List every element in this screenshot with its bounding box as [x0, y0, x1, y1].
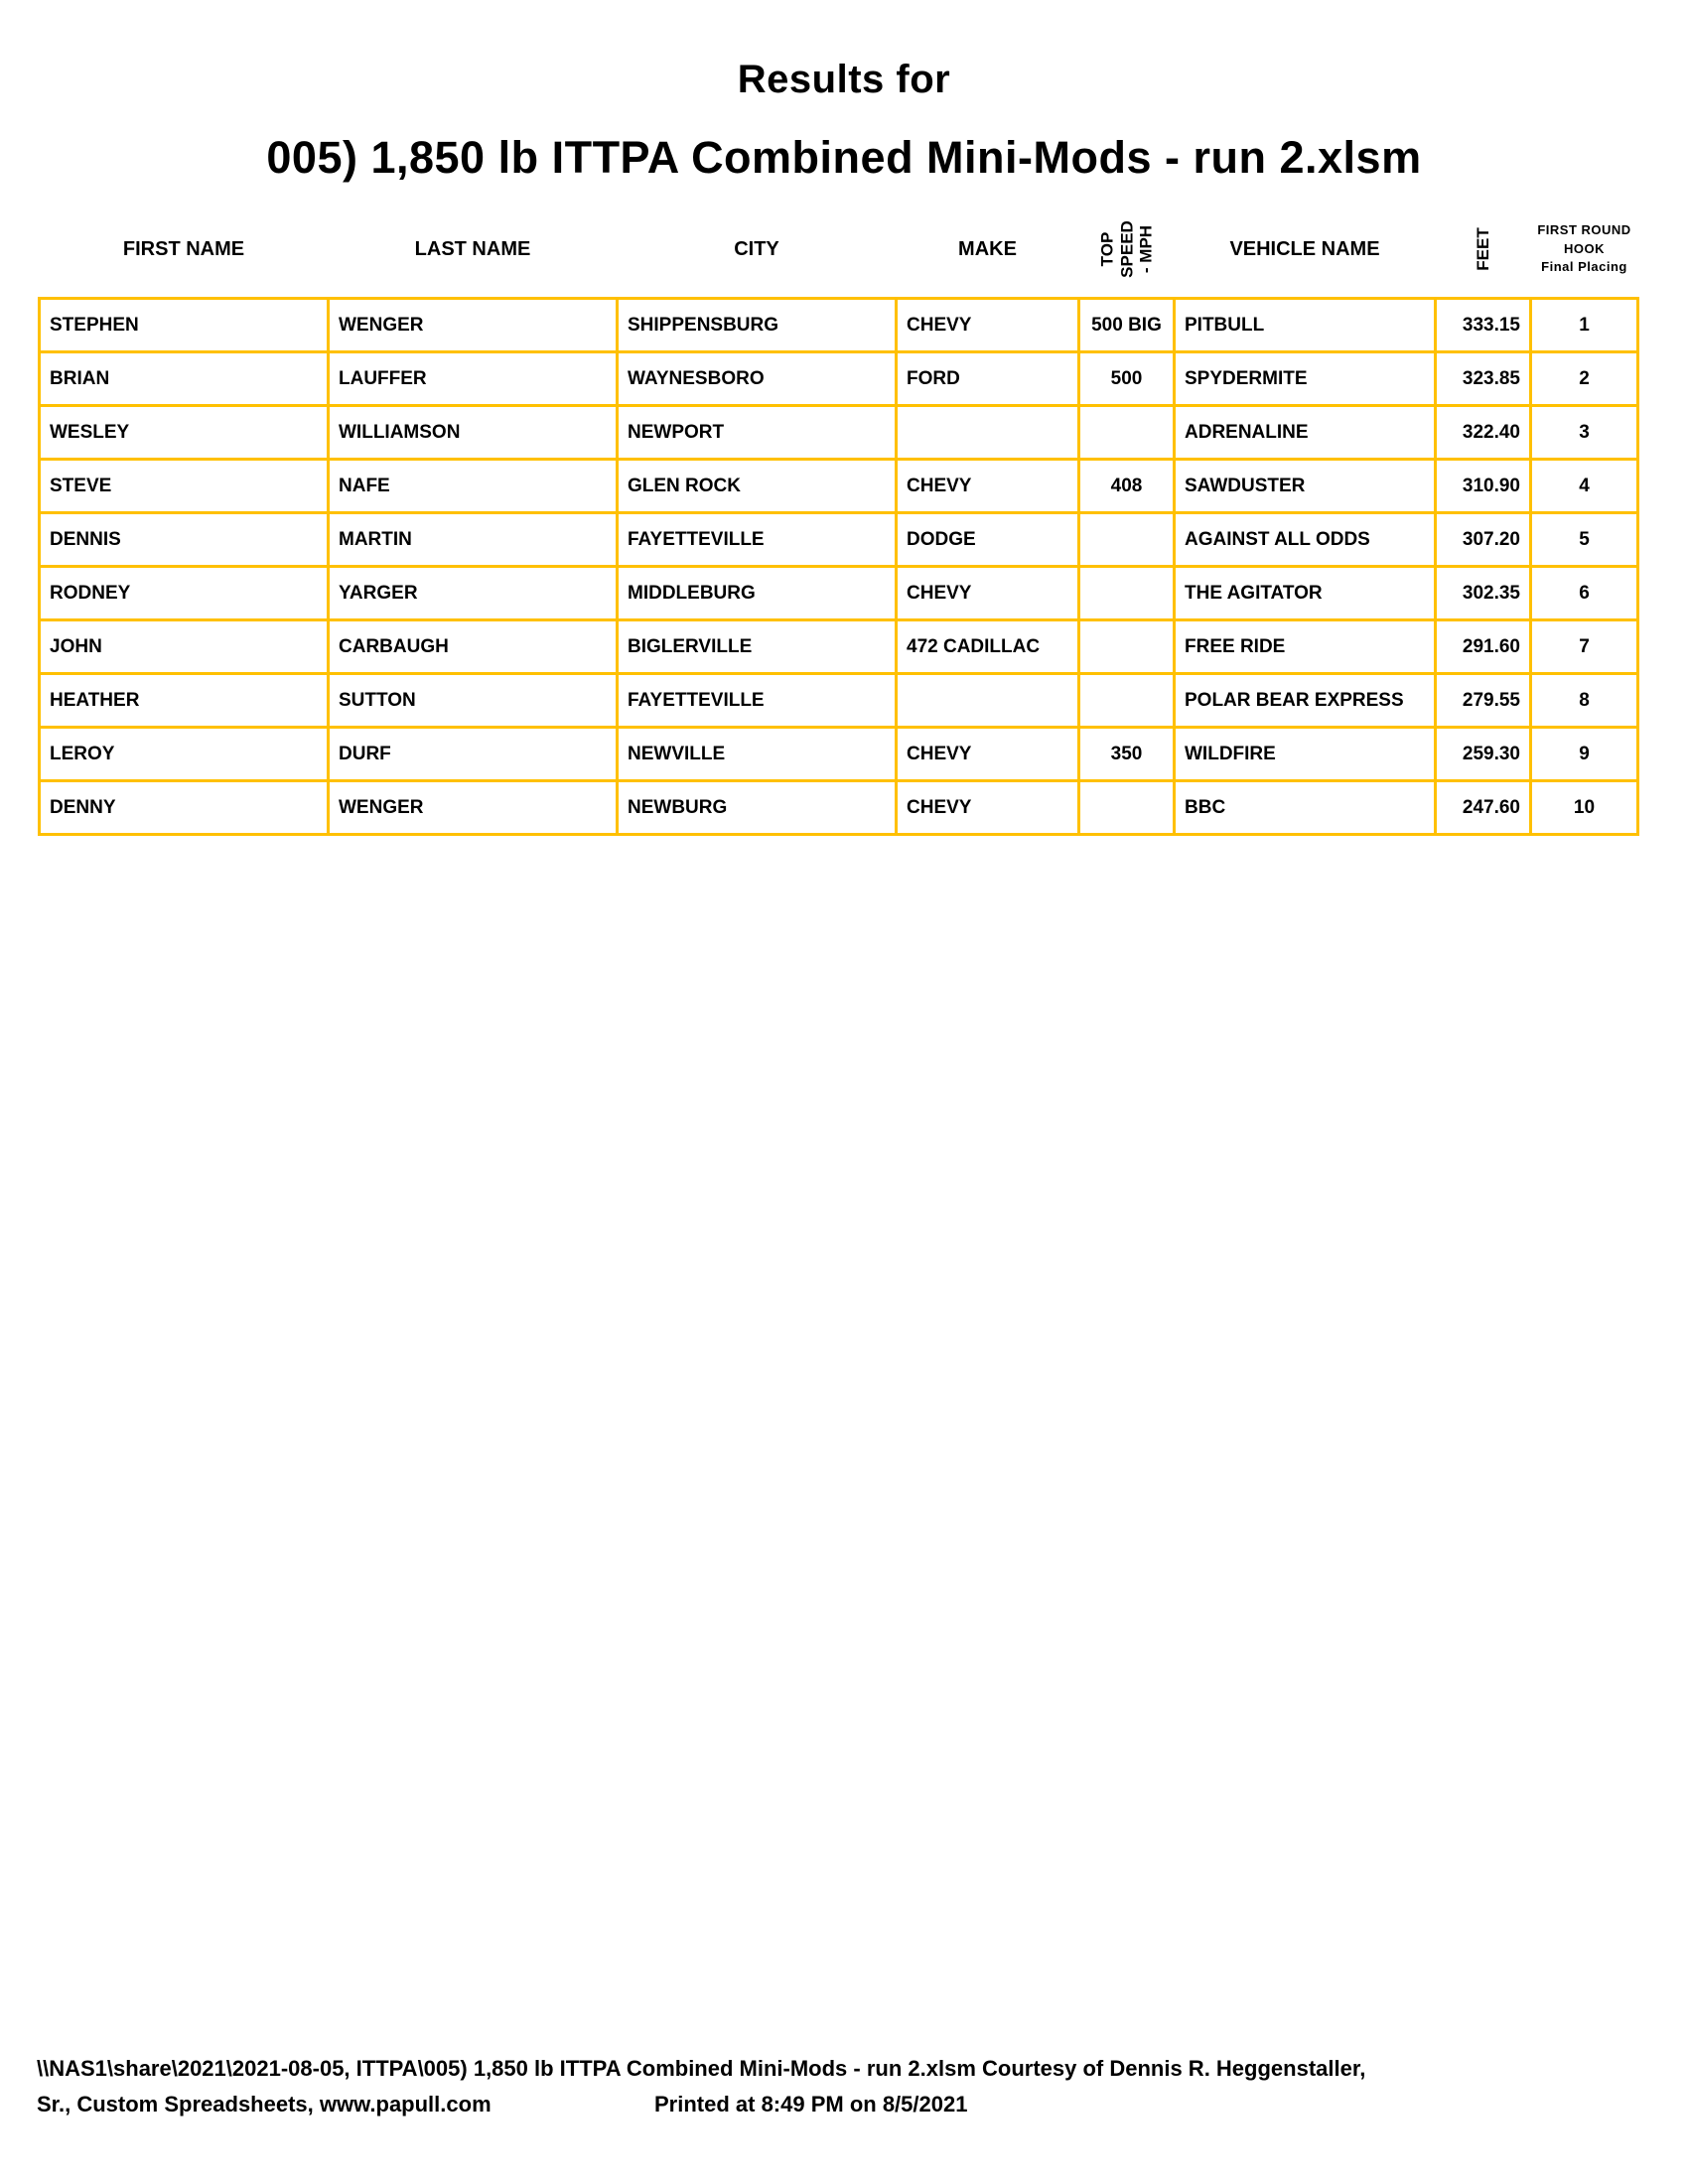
cell-top-speed — [1079, 620, 1175, 674]
cell-first-name: LEROY — [40, 728, 329, 781]
cell-placing: 9 — [1531, 728, 1638, 781]
cell-make: CHEVY — [897, 781, 1079, 835]
cell-first-name: JOHN — [40, 620, 329, 674]
header-placing-line2: HOOK — [1564, 240, 1605, 256]
results-table — [38, 202, 1639, 836]
footer-line2 — [37, 2087, 1655, 2122]
cell-last-name: WENGER — [329, 299, 618, 352]
header-city: CITY — [734, 237, 779, 260]
cell-last-name: YARGER — [329, 567, 618, 620]
cell-placing: 2 — [1531, 352, 1638, 406]
cell-top-speed — [1079, 513, 1175, 567]
cell-top-speed — [1079, 406, 1175, 460]
cell-vehicle-name: SPYDERMITE — [1175, 352, 1436, 406]
cell-make: CHEVY — [897, 728, 1079, 781]
cell-make: CHEVY — [897, 299, 1079, 352]
cell-make: CHEVY — [897, 460, 1079, 513]
header-placing-line1: FIRST ROUND — [1537, 221, 1631, 237]
results-table-header — [40, 202, 1638, 299]
cell-first-name: WESLEY — [40, 406, 329, 460]
cell-first-name: STEVE — [40, 460, 329, 513]
cell-first-name: HEATHER — [40, 674, 329, 728]
cell-placing: 10 — [1531, 781, 1638, 835]
cell-vehicle-name: FREE RIDE — [1175, 620, 1436, 674]
cell-first-name: DENNY — [40, 781, 329, 835]
header-placing — [1531, 202, 1638, 299]
cell-make — [897, 406, 1079, 460]
page-title: Results for — [737, 58, 951, 101]
table-row — [40, 674, 1638, 728]
header-vehicle-name: VEHICLE NAME — [1229, 237, 1380, 260]
cell-placing: 5 — [1531, 513, 1638, 567]
cell-city: WAYNESBORO — [618, 352, 897, 406]
table-row — [40, 620, 1638, 674]
cell-feet: 307.20 — [1436, 513, 1531, 567]
table-row — [40, 513, 1638, 567]
header-feet — [1436, 202, 1531, 299]
cell-feet: 247.60 — [1436, 781, 1531, 835]
table-row — [40, 352, 1638, 406]
cell-make: CHEVY — [897, 567, 1079, 620]
cell-feet: 302.35 — [1436, 567, 1531, 620]
footer-printed-timestamp: Printed at 8:49 PM on 8/5/2021 — [654, 2092, 968, 2116]
cell-top-speed: 350 — [1079, 728, 1175, 781]
cell-city: NEWVILLE — [618, 728, 897, 781]
cell-city: GLEN ROCK — [618, 460, 897, 513]
cell-placing: 6 — [1531, 567, 1638, 620]
table-row — [40, 406, 1638, 460]
cell-feet: 322.40 — [1436, 406, 1531, 460]
cell-vehicle-name: POLAR BEAR EXPRESS — [1175, 674, 1436, 728]
table-row — [40, 460, 1638, 513]
header-top-speed-rotated-label: TOP SPEED - MPH — [1097, 220, 1156, 278]
cell-vehicle-name: THE AGITATOR — [1175, 567, 1436, 620]
table-row — [40, 728, 1638, 781]
cell-top-speed — [1079, 674, 1175, 728]
cell-last-name: NAFE — [329, 460, 618, 513]
header-row — [40, 202, 1638, 299]
cell-placing: 8 — [1531, 674, 1638, 728]
cell-city: FAYETTEVILLE — [618, 513, 897, 567]
cell-placing: 3 — [1531, 406, 1638, 460]
cell-last-name: DURF — [329, 728, 618, 781]
cell-city: NEWBURG — [618, 781, 897, 835]
cell-first-name: BRIAN — [40, 352, 329, 406]
cell-top-speed: 500 BIG — [1079, 299, 1175, 352]
footer — [37, 2051, 1655, 2122]
cell-last-name: MARTIN — [329, 513, 618, 567]
cell-feet: 310.90 — [1436, 460, 1531, 513]
cell-vehicle-name: PITBULL — [1175, 299, 1436, 352]
cell-make — [897, 674, 1079, 728]
cell-top-speed — [1079, 567, 1175, 620]
cell-vehicle-name: WILDFIRE — [1175, 728, 1436, 781]
cell-last-name: WILLIAMSON — [329, 406, 618, 460]
cell-vehicle-name: BBC — [1175, 781, 1436, 835]
cell-top-speed: 500 — [1079, 352, 1175, 406]
cell-top-speed: 408 — [1079, 460, 1175, 513]
table-row — [40, 781, 1638, 835]
cell-last-name: SUTTON — [329, 674, 618, 728]
cell-first-name: STEPHEN — [40, 299, 329, 352]
cell-feet: 259.30 — [1436, 728, 1531, 781]
cell-first-name: DENNIS — [40, 513, 329, 567]
cell-placing: 1 — [1531, 299, 1638, 352]
page-subtitle: 005) 1,850 lb ITTPA Combined Mini-Mods - run 2.xlsm — [266, 132, 1422, 183]
cell-city: MIDDLEBURG — [618, 567, 897, 620]
header-last-name: LAST NAME — [414, 237, 531, 260]
cell-make: DODGE — [897, 513, 1079, 567]
cell-top-speed — [1079, 781, 1175, 835]
cell-feet: 323.85 — [1436, 352, 1531, 406]
table-row — [40, 567, 1638, 620]
cell-city: SHIPPENSBURG — [618, 299, 897, 352]
cell-vehicle-name: ADRENALINE — [1175, 406, 1436, 460]
results-table-body — [40, 299, 1638, 835]
cell-city: FAYETTEVILLE — [618, 674, 897, 728]
cell-placing: 4 — [1531, 460, 1638, 513]
footer-courtesy-text: Sr., Custom Spreadsheets, www.papull.com — [37, 2092, 492, 2116]
header-placing-line3: Final Placing — [1541, 259, 1627, 275]
cell-city: NEWPORT — [618, 406, 897, 460]
cell-feet: 279.55 — [1436, 674, 1531, 728]
cell-make: 472 CADILLAC — [897, 620, 1079, 674]
cell-feet: 291.60 — [1436, 620, 1531, 674]
cell-last-name: WENGER — [329, 781, 618, 835]
cell-last-name: LAUFFER — [329, 352, 618, 406]
table-row — [40, 299, 1638, 352]
header-make: MAKE — [958, 237, 1017, 260]
cell-make: FORD — [897, 352, 1079, 406]
header-first-name: FIRST NAME — [122, 237, 245, 260]
cell-feet: 333.15 — [1436, 299, 1531, 352]
cell-vehicle-name: AGAINST ALL ODDS — [1175, 513, 1436, 567]
cell-first-name: RODNEY — [40, 567, 329, 620]
footer-file-path-line: \\NAS1\share\2021\2021-08-05, ITTPA\005) 1,850 lb ITTPA Combined Mini-Mods - run 2.xlsm Courtesy of Dennis R. Heggenstaller, — [37, 2056, 1366, 2081]
cell-placing: 7 — [1531, 620, 1638, 674]
cell-last-name: CARBAUGH — [329, 620, 618, 674]
header-top-speed — [1079, 202, 1175, 299]
cell-city: BIGLERVILLE — [618, 620, 897, 674]
cell-vehicle-name: SAWDUSTER — [1175, 460, 1436, 513]
header-feet-rotated-label: FEET — [1473, 227, 1492, 271]
